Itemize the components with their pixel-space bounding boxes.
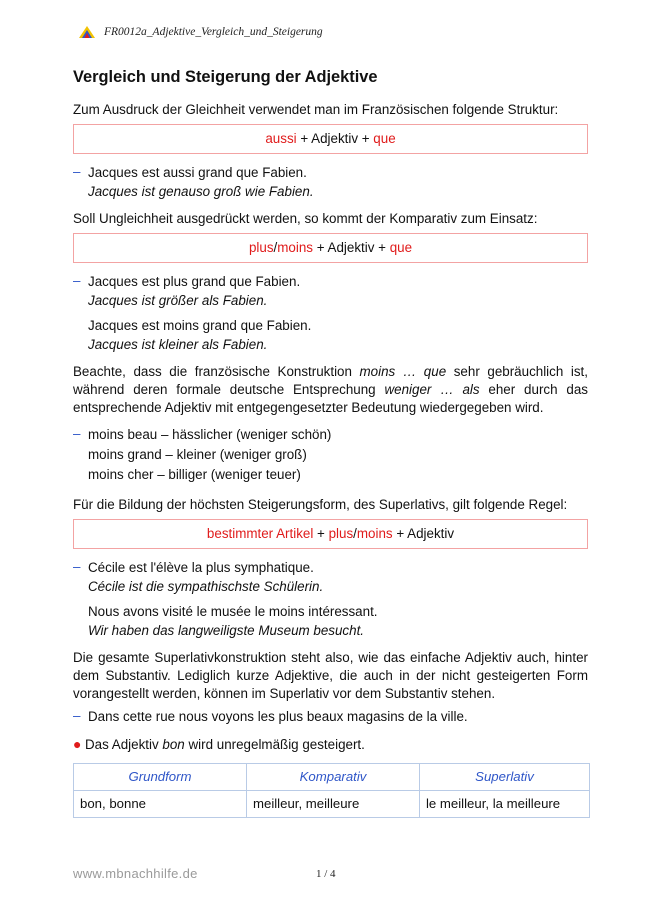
note-text: sehr gebräuchlich ist, während deren formale deutsche Entsprechung (73, 364, 588, 397)
triangle-logo-icon (78, 25, 96, 39)
equality-formula-box (73, 124, 588, 154)
formula-slash: / (273, 240, 278, 255)
table-header-grundform: Grundform (74, 764, 247, 791)
note-paragraph (73, 363, 588, 417)
example-german: Cécile ist die sympathischste Schülerin. (88, 579, 324, 594)
example-block-moins (73, 425, 588, 485)
table-cell: le meilleur, la meilleure (420, 791, 590, 818)
example-german: Jacques ist genauso groß wie Fabien. (88, 184, 314, 199)
equality-intro: Zum Ausdruck der Gleichheit verwendet man im Französischen folgende Struktur: (73, 102, 559, 117)
dash-marker: – (73, 164, 81, 179)
dash-marker: – (73, 426, 81, 441)
example-french: Nous avons visité le musée le moins intéressant. (88, 604, 378, 619)
dash-marker: – (73, 273, 81, 288)
document-title-header: FR0012a_Adjektive_Vergleich_und_Steigerung (104, 26, 323, 38)
example-block-equality (73, 163, 588, 201)
formula-que: que (389, 240, 413, 255)
bon-emphasis: bon (162, 737, 185, 752)
bon-note-text: wird unregelmäßig gesteigert. (184, 737, 365, 752)
document-header (78, 22, 323, 42)
formula-slash: / (353, 526, 357, 541)
example-line: moins grand – kleiner (weniger groß) (88, 447, 307, 462)
dash-marker: – (73, 708, 81, 723)
table-header-row (74, 764, 590, 791)
table-cell: bon, bonne (74, 791, 247, 818)
superlative-intro: Für die Bildung der höchsten Steigerungsform, des Superlativs, gilt folgende Regel: (73, 497, 568, 512)
position-paragraph: Die gesamte Superlativkonstruktion steht also, wie das einfache Adjektiv auch, hinter dem Substantiv. Lediglich kurze Adjektive, die auch in der nicht gesteigerten Form vorangestellt werden, können im Superlativ vor dem Substantiv stehen. (73, 650, 588, 701)
inequality-intro: Soll Ungleichheit ausgedrückt werden, so kommt der Komparativ zum Einsatz: (73, 211, 538, 226)
formula-aussi: aussi (265, 131, 297, 146)
bon-note (73, 736, 588, 754)
example-german: Jacques ist größer als Fabien. (88, 293, 268, 308)
main-content (73, 66, 588, 818)
table-row (74, 791, 590, 818)
note-emphasis-weniger-als: weniger … als (384, 382, 480, 397)
superlative-formula-box (73, 519, 588, 549)
note-text: eher durch das entsprechende Adjektiv mit entgegengesetzter Bedeutung wiedergegeben wird. (73, 382, 588, 415)
footer-website: www.mbnachhilfe.de (73, 866, 198, 881)
formula-plus: plus (328, 526, 354, 541)
example-french: Jacques est aussi grand que Fabien. (88, 165, 307, 180)
formula-plus-sign: + (313, 526, 329, 541)
example-block-superlative (73, 558, 588, 640)
formula-article: bestimmter Artikel (206, 526, 314, 541)
comparative-formula-box (73, 233, 588, 263)
table-header-superlativ: Superlativ (420, 764, 590, 791)
example-line: moins cher – billiger (weniger teuer) (88, 467, 301, 482)
bullet-dot-icon: ● (73, 736, 82, 752)
table-header-komparativ: Komparativ (247, 764, 420, 791)
table-cell: meilleur, meilleure (247, 791, 420, 818)
formula-moins: moins (277, 240, 314, 255)
formula-plus: plus (248, 240, 274, 255)
example-block-position (73, 707, 588, 726)
formula-moins: moins (356, 526, 393, 541)
example-german: Jacques ist kleiner als Fabien. (88, 337, 268, 352)
formula-adjektiv: + Adjektiv + (313, 240, 390, 255)
note-text: Beachte, dass die französische Konstruktion (73, 364, 360, 379)
formula-adjektiv: + Adjektiv + (296, 131, 374, 146)
note-emphasis-moins-que: moins … que (359, 364, 447, 379)
example-french: Jacques est plus grand que Fabien. (88, 274, 301, 289)
example-line: moins beau – hässlicher (weniger schön) (88, 427, 332, 442)
page-title: Vergleich und Steigerung der Adjektive (73, 68, 378, 86)
example-french: Jacques est moins grand que Fabien. (88, 318, 312, 333)
example-french: Cécile est l'élève la plus symphatique. (88, 560, 314, 575)
page-number: 1 / 4 (316, 868, 336, 880)
formula-que: que (373, 131, 396, 146)
example-german: Wir haben das langweiligste Museum besucht. (88, 623, 365, 638)
example-french: Dans cette rue nous voyons les plus beaux magasins de la ville. (88, 709, 468, 724)
bon-note-text: Das Adjektiv (85, 737, 163, 752)
formula-adjektiv: + Adjektiv (392, 526, 455, 541)
example-block-comparative (73, 272, 588, 354)
dash-marker: – (73, 559, 81, 574)
bon-table (73, 763, 590, 818)
